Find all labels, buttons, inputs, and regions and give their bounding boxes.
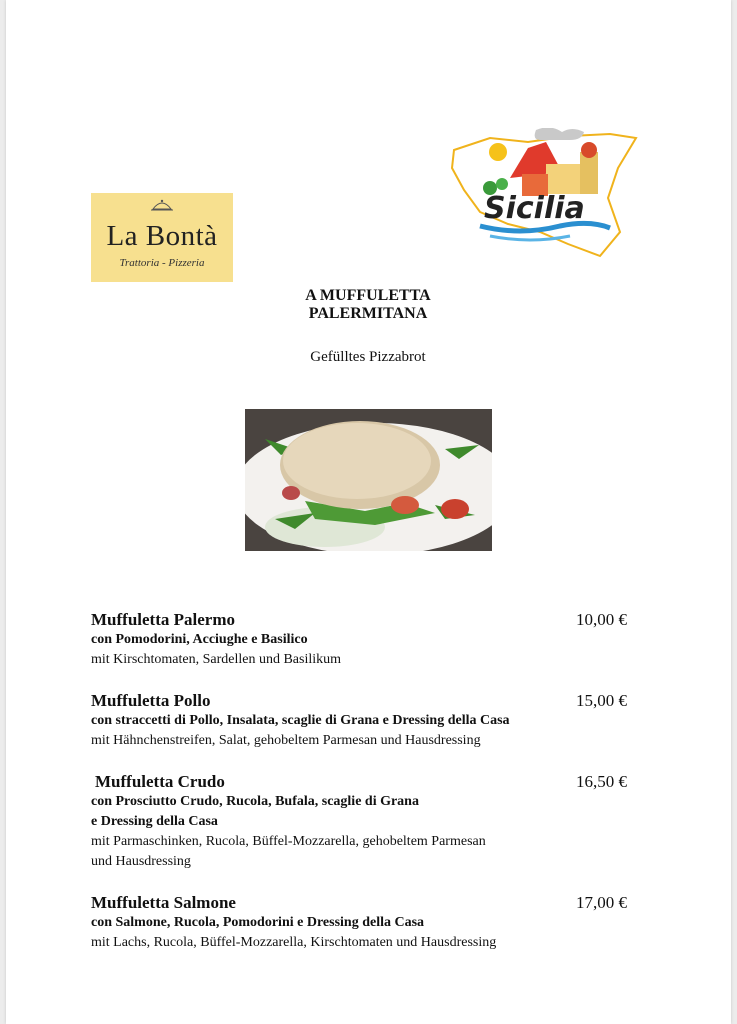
page-title xyxy=(220,287,516,323)
page-subtitle: Gefülltes Pizzabrot xyxy=(310,349,426,365)
item-price: 16,50 € xyxy=(576,772,627,791)
item-name: Muffuletta Salmone xyxy=(91,893,236,912)
title-line-1: A MUFFULETTA xyxy=(305,287,431,304)
item-german-description: und Hausdressing xyxy=(91,854,191,869)
sicilia-wordmark: Sicilia xyxy=(484,191,585,226)
menu-item xyxy=(91,772,631,872)
item-name: Muffuletta Pollo xyxy=(91,691,211,710)
item-price: 15,00 € xyxy=(576,691,627,710)
logo-name: La Bontà xyxy=(106,220,218,252)
item-italian-description: con Prosciutto Crudo, Rucola, Bufala, scaglie di Grana xyxy=(91,794,419,809)
item-name: Muffuletta Crudo xyxy=(95,772,225,791)
menu-item xyxy=(91,893,631,953)
item-italian-description: con straccetti di Pollo, Insalata, scaglie di Grana e Dressing della Casa xyxy=(91,713,510,728)
item-price: 10,00 € xyxy=(576,610,627,629)
item-name: Muffuletta Palermo xyxy=(91,610,235,629)
item-price: 17,00 € xyxy=(576,893,627,912)
item-italian-description: con Pomodorini, Acciughe e Basilico xyxy=(91,632,308,647)
menu-item xyxy=(91,691,631,751)
sicilia-logo xyxy=(450,128,640,260)
item-german-description: mit Parmaschinken, Rucola, Büffel-Mozzarella, gehobeltem Parmesan xyxy=(91,834,486,849)
item-german-description: mit Kirschtomaten, Sardellen und Basilikum xyxy=(91,652,342,667)
item-italian-description: con Salmone, Rucola, Pomodorini e Dressing della Casa xyxy=(91,915,425,930)
title-line-2: PALERMITANA xyxy=(308,305,428,322)
item-german-description: mit Lachs, Rucola, Büffel-Mozzarella, Kirschtomaten und Hausdressing xyxy=(91,935,497,950)
cloche-icon xyxy=(151,198,173,212)
la-bonta-logo xyxy=(91,193,233,282)
item-italian-description: e Dressing della Casa xyxy=(91,814,218,829)
item-german-description: mit Hähnchenstreifen, Salat, gehobeltem Parmesan und Hausdressing xyxy=(91,733,481,748)
menu-item xyxy=(91,610,631,670)
logo-subtitle: Trattoria - Pizzeria xyxy=(119,257,205,269)
muffuletta-photo xyxy=(245,409,492,551)
